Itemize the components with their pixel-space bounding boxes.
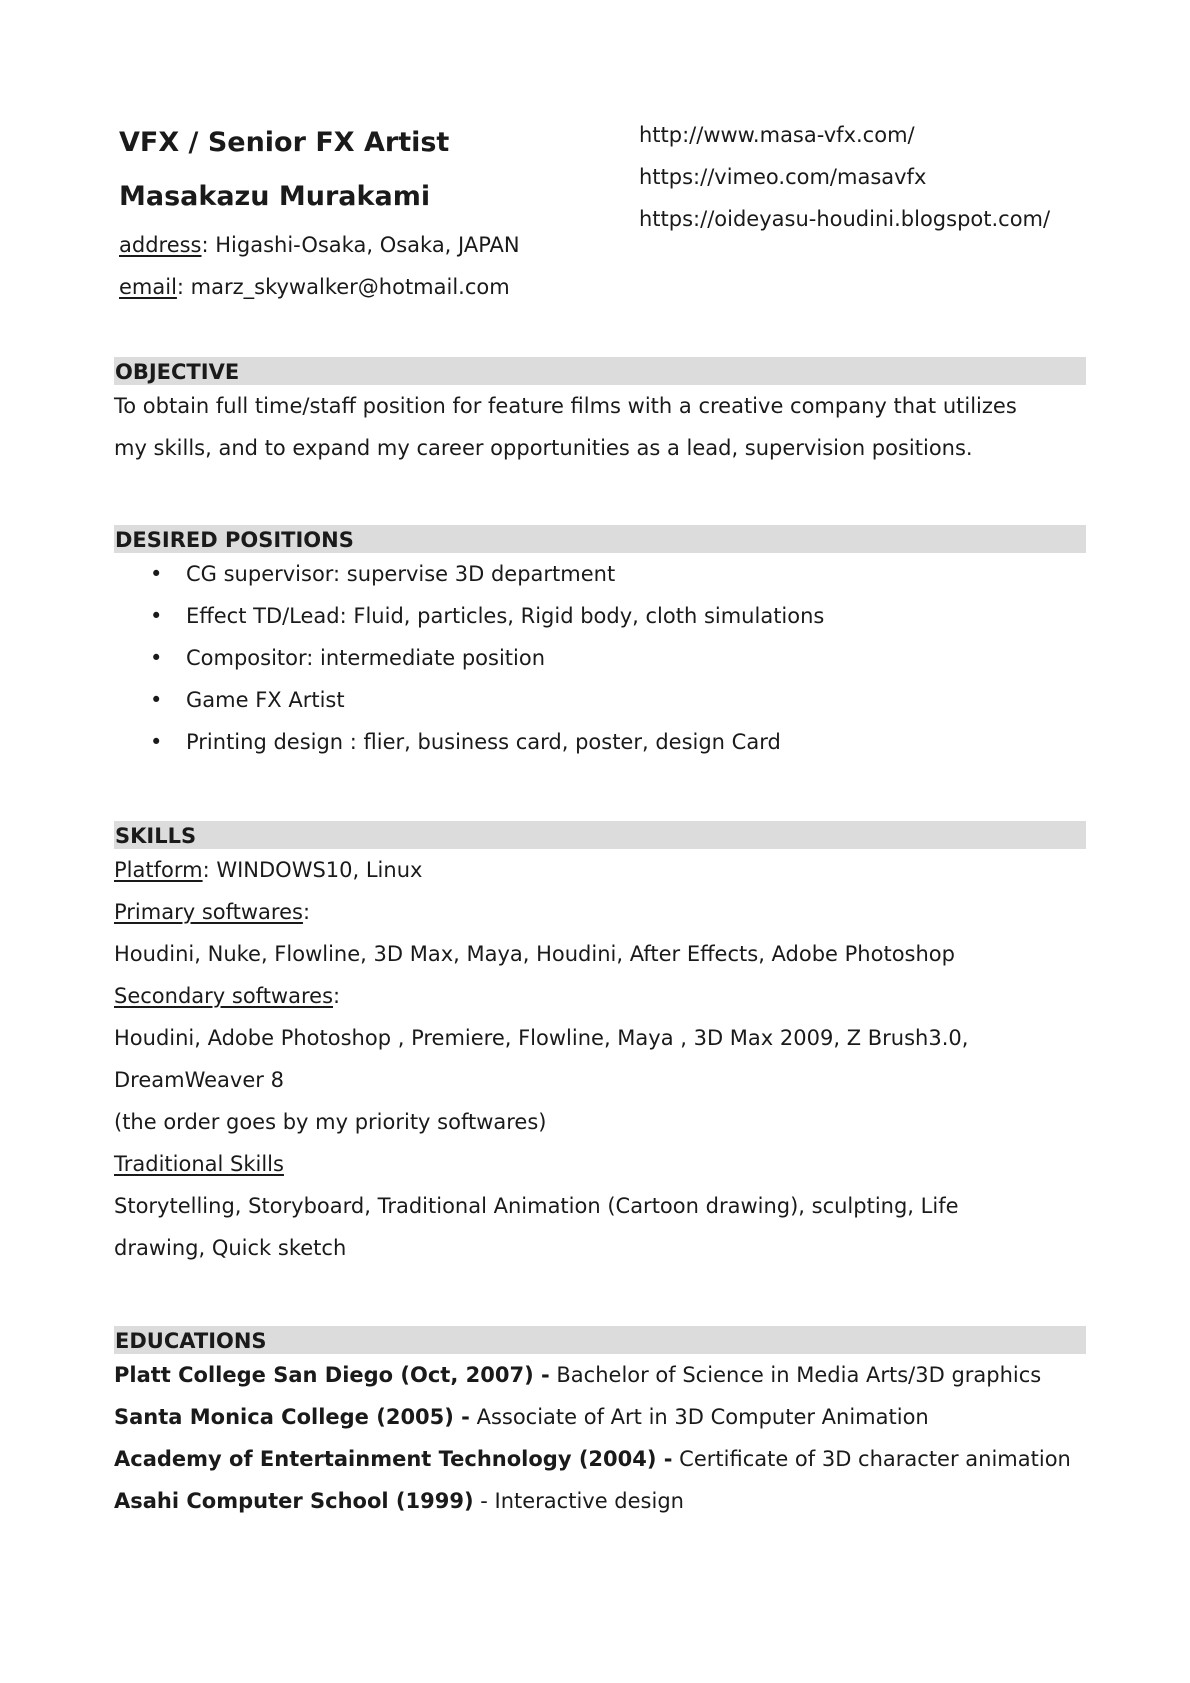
skills-section [114, 821, 1086, 1269]
bullet-icon: • [150, 730, 163, 754]
primary-label-line [114, 891, 1086, 933]
secondary-softwares: Houdini, Adobe Photoshop , Premiere, Flowline, Maya , 3D Max 2009, Z Brush3.0, [114, 1026, 969, 1050]
school-name: Santa Monica College (2005) - [114, 1405, 470, 1429]
list-item [114, 637, 1086, 679]
school-name: Asahi Computer School (1999) [114, 1489, 474, 1513]
secondary-softwares: DreamWeaver 8 [114, 1068, 284, 1092]
blog-link[interactable]: https://oideyasu-houdini.blogspot.com/ [639, 207, 1051, 231]
primary-colon: : [302, 900, 311, 924]
objective-line: my skills, and to expand my career opportunities as a lead, supervision positions. [114, 436, 973, 460]
email-value: : marz_skywalker@hotmail.com [176, 275, 510, 299]
position-text: Printing design : flier, business card, poster, design Card [186, 730, 781, 754]
position-text: Game FX Artist [186, 688, 345, 712]
objective-heading: OBJECTIVE [114, 357, 1086, 385]
desired-positions-heading: DESIRED POSITIONS [114, 525, 1086, 553]
degree-text: Certificate of 3D character animation [672, 1447, 1071, 1471]
list-item [114, 679, 1086, 721]
primary-softwares: Houdini, Nuke, Flowline, 3D Max, Maya, Houdini, After Effects, Adobe Photoshop [114, 942, 955, 966]
position-text: Compositor: intermediate position [186, 646, 545, 670]
education-item [114, 1480, 1086, 1522]
educations-heading: EDUCATIONS [114, 1326, 1086, 1354]
education-item [114, 1438, 1086, 1480]
school-name: Academy of Entertainment Technology (2004) - [114, 1447, 673, 1471]
education-item [114, 1354, 1086, 1396]
bullet-icon: • [150, 562, 163, 586]
secondary-colon: : [333, 984, 341, 1008]
primary-label: Primary softwares [114, 900, 303, 924]
priority-note: (the order goes by my priority softwares) [114, 1110, 547, 1134]
skills-heading: SKILLS [114, 821, 1086, 849]
address-line [119, 224, 619, 266]
degree-text: - Interactive design [473, 1489, 684, 1513]
secondary-label-line [114, 975, 1086, 1017]
position-text: Effect TD/Lead: Fluid, particles, Rigid body, cloth simulations [186, 604, 825, 628]
secondary-label: Secondary softwares [114, 984, 334, 1008]
list-item [114, 595, 1086, 637]
traditional-label-line [114, 1143, 1086, 1185]
header-identity [119, 116, 619, 308]
education-item [114, 1396, 1086, 1438]
website-link[interactable]: http://www.masa-vfx.com/ [639, 123, 915, 147]
address-value: : Higashi-Osaka, Osaka, JAPAN [201, 233, 520, 257]
traditional-skills: drawing, Quick sketch [114, 1236, 347, 1260]
school-name: Platt College San Diego (Oct, 2007) - [114, 1363, 550, 1387]
platform-label: Platform [114, 858, 203, 882]
person-name: Masakazu Murakami [119, 181, 431, 212]
objective-section [114, 357, 1086, 469]
degree-text: Associate of Art in 3D Computer Animation [469, 1405, 929, 1429]
email-line [119, 266, 619, 308]
list-item [114, 721, 1086, 763]
bullet-icon: • [150, 688, 163, 712]
educations-section [114, 1326, 1086, 1522]
desired-positions-section [114, 525, 1086, 763]
objective-line: To obtain full time/staff position for feature films with a creative company that utilizes [114, 394, 1017, 418]
platform-value: : WINDOWS10, Linux [202, 858, 423, 882]
address-label: address [119, 233, 202, 257]
email-label: email [119, 275, 177, 299]
position-text: CG supervisor: supervise 3D department [186, 562, 616, 586]
bullet-icon: • [150, 604, 163, 628]
platform-line [114, 849, 1086, 891]
bullet-icon: • [150, 646, 163, 670]
positions-list [114, 553, 1086, 763]
degree-text: Bachelor of Science in Media Arts/3D graphics [549, 1363, 1042, 1387]
traditional-label: Traditional Skills [114, 1152, 284, 1176]
traditional-skills: Storytelling, Storyboard, Traditional Animation (Cartoon drawing), sculpting, Life [114, 1194, 959, 1218]
job-title: VFX / Senior FX Artist [119, 127, 450, 158]
vimeo-link[interactable]: https://vimeo.com/masavfx [639, 165, 927, 189]
list-item [114, 553, 1086, 595]
header-links [639, 114, 1099, 240]
